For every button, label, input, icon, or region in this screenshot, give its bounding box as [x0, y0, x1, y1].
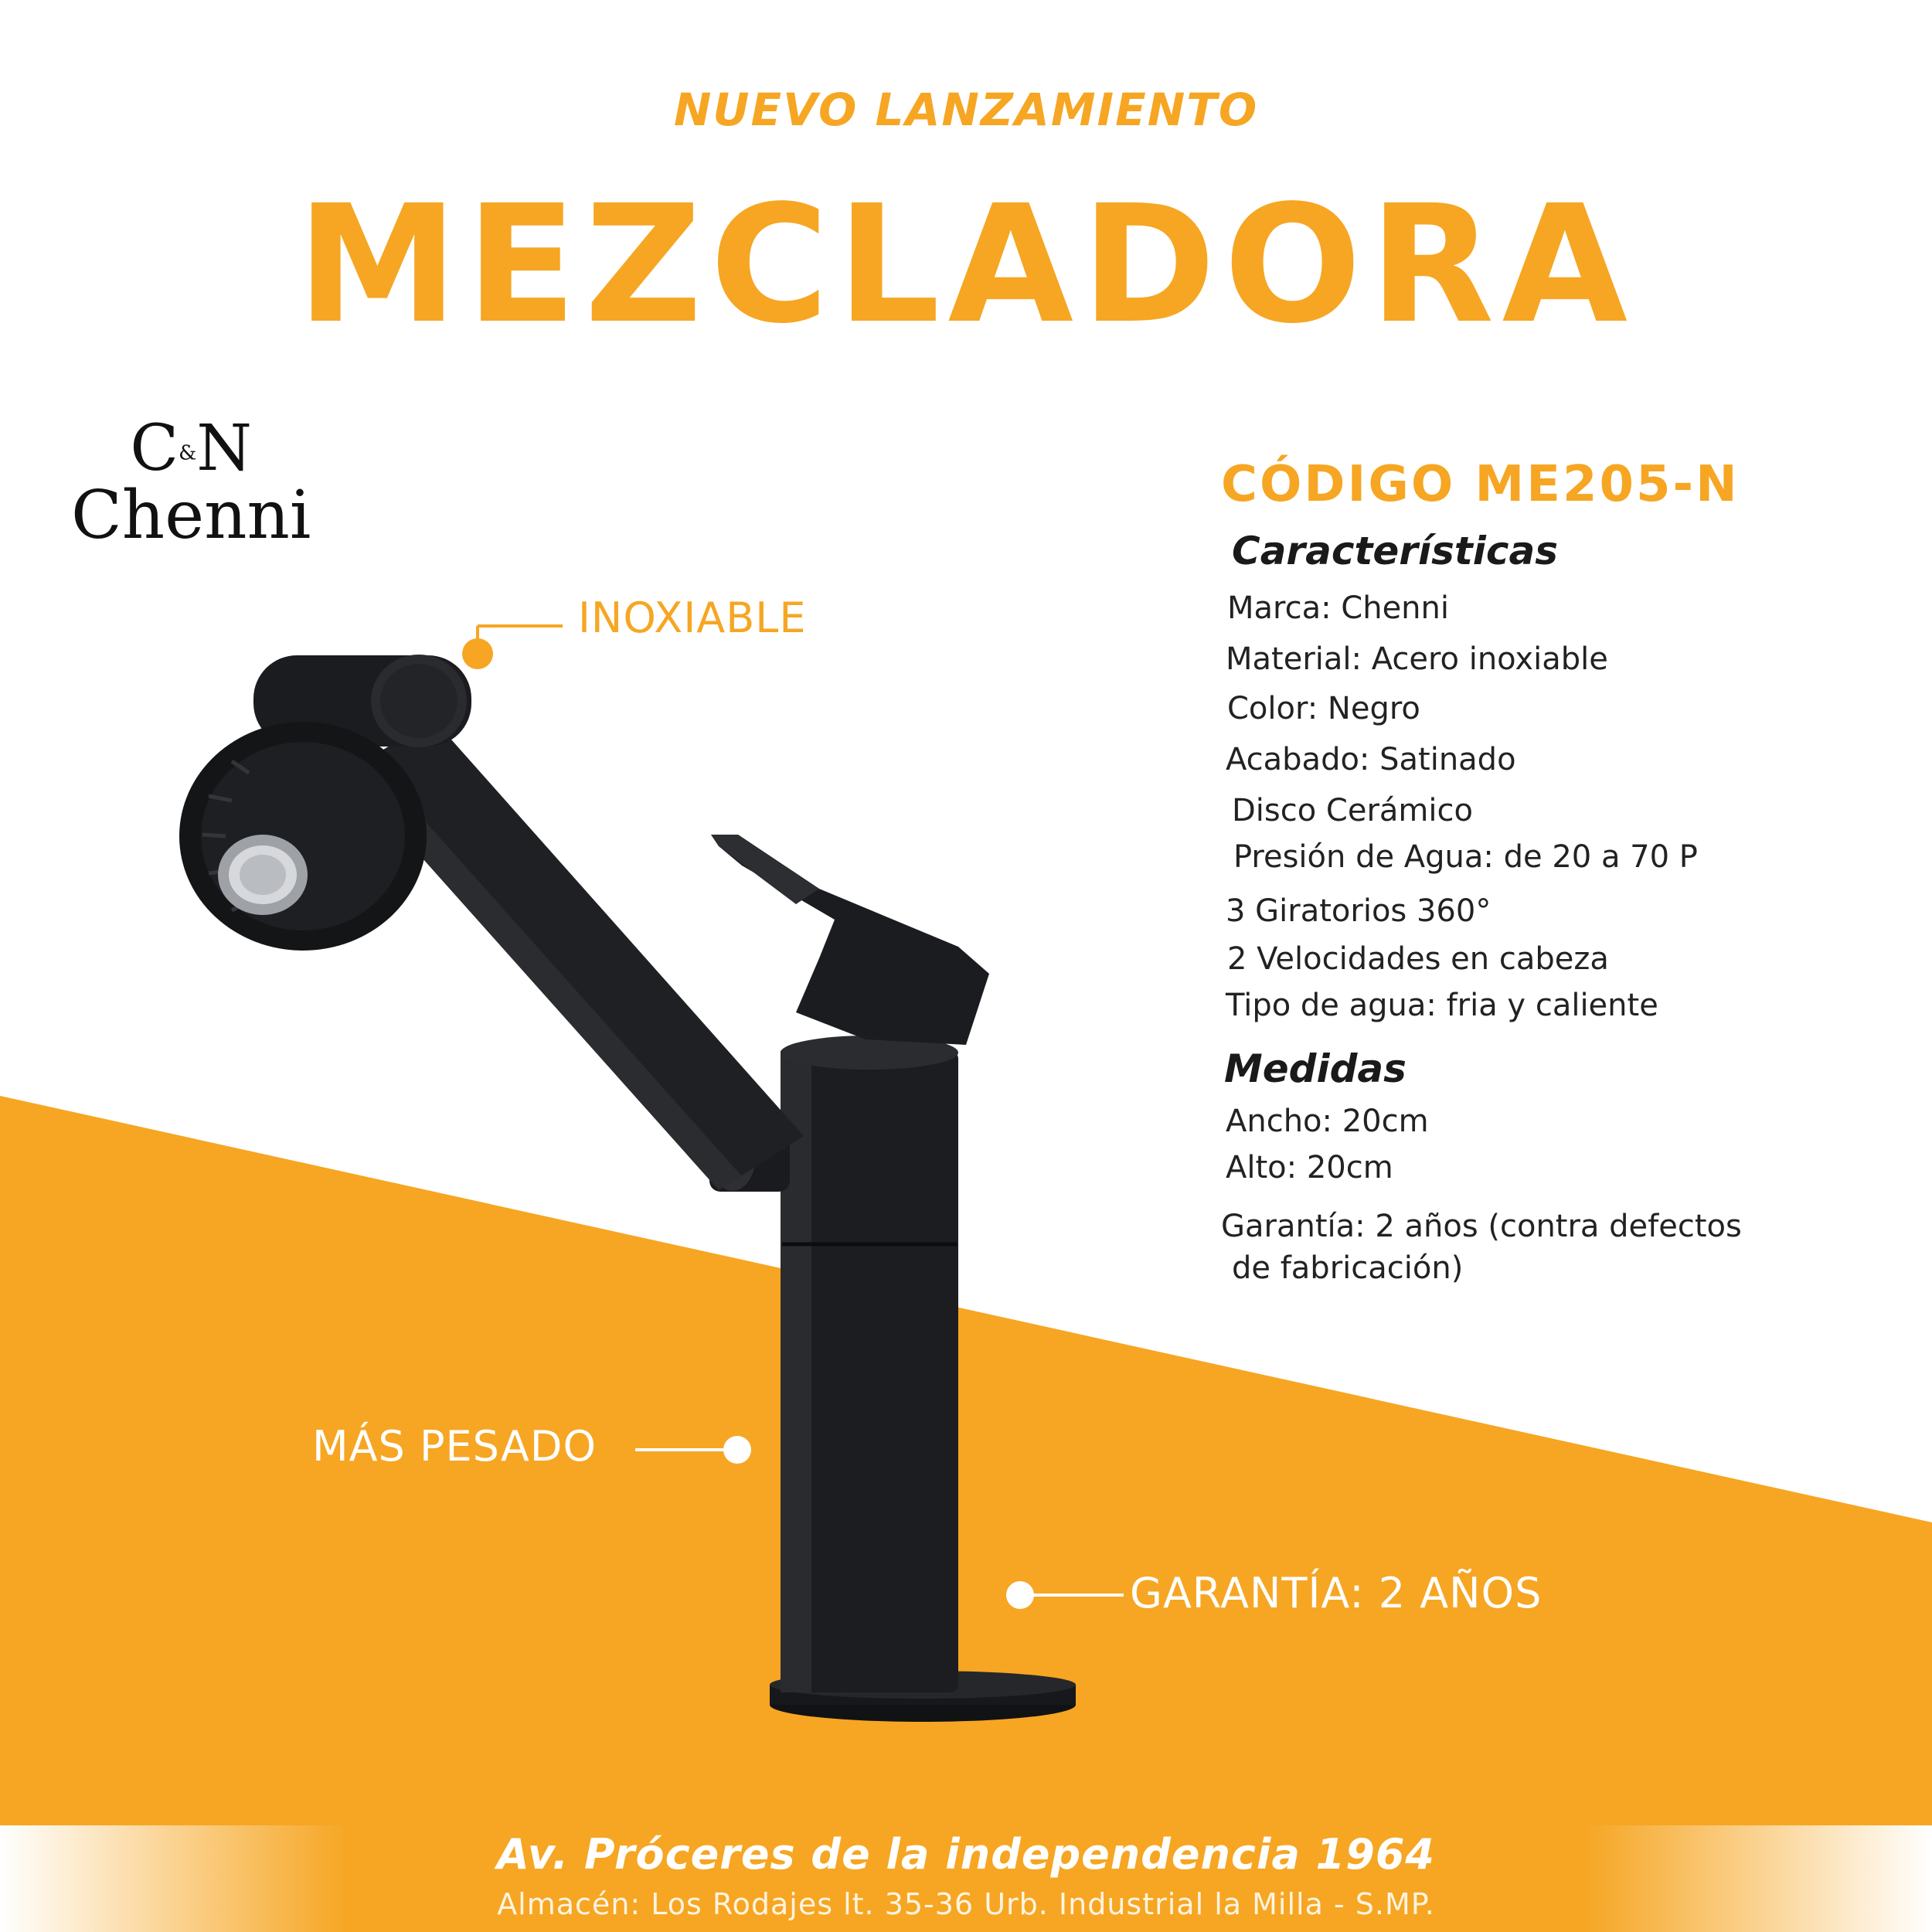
feature-water-pressure: Presión de Agua: de 20 a 70 P	[1233, 839, 1698, 875]
feature-speeds: 2 Velocidades en cabeza	[1227, 941, 1609, 977]
feature-swivels: 3 Giratorios 360°	[1226, 893, 1492, 929]
feature-water-type: Tipo de agua: fria y caliente	[1226, 988, 1658, 1023]
warranty-line-2: de fabricación)	[1232, 1250, 1464, 1286]
feature-brand: Marca: Chenni	[1227, 590, 1449, 626]
measures-heading: Medidas	[1224, 1046, 1406, 1091]
callout-stainless: INOXIABLE	[578, 594, 807, 642]
features-heading: Características	[1232, 529, 1559, 573]
callout-warranty: GARANTÍA: 2 AÑOS	[1130, 1569, 1543, 1617]
callout-heavier: MÁS PESADO	[312, 1422, 597, 1471]
feature-finish: Acabado: Satinado	[1226, 742, 1516, 777]
measure-width: Ancho: 20cm	[1226, 1104, 1429, 1139]
page-title: MEZCLADORA	[296, 170, 1636, 359]
brand-logo	[71, 412, 311, 554]
footer-warehouse: Almacén: Los Rodajes lt. 35-36 Urb. Industrial la Milla - S.MP.	[497, 1887, 1435, 1921]
footer-address: Av. Próceres de la independencia 1964	[497, 1830, 1435, 1879]
brand-name: Chenni	[71, 477, 311, 554]
product-code: CÓDIGO ME205-N	[1221, 456, 1740, 513]
warranty-line-1: Garantía: 2 años (contra defectos	[1221, 1209, 1742, 1244]
feature-color: Color: Negro	[1227, 691, 1420, 726]
feature-ceramic-disc: Disco Cerámico	[1232, 793, 1473, 828]
launch-kicker: NUEVO LANZAMIENTO	[673, 83, 1259, 136]
callout-stainless-connector	[462, 626, 563, 669]
measure-height: Alto: 20cm	[1226, 1150, 1393, 1185]
feature-material: Material: Acero inoxiable	[1226, 641, 1608, 677]
brand-monogram: C&N	[130, 412, 253, 485]
